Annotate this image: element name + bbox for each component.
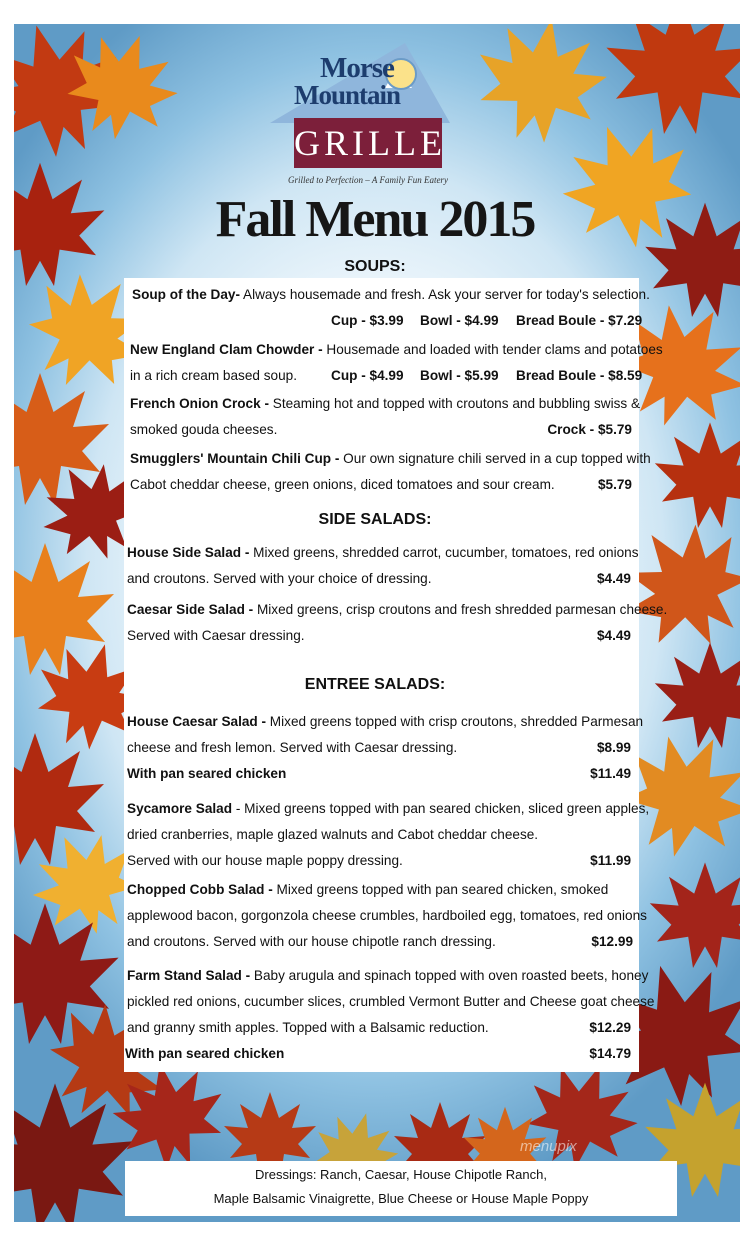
house-side-salad-price: $4.49 — [596, 571, 631, 586]
item-name: Chopped Cobb Salad - — [127, 882, 273, 897]
item-description: Mixed greens, crisp croutons and fresh shredded parmesan cheese. — [253, 602, 668, 617]
sycamore-desc-2: dried cranberries, maple glazed walnuts and Cabot cheddar cheese. — [127, 827, 539, 842]
chili-cup-desc-2: Cabot cheddar cheese, green onions, diced tomatoes and sour cream. — [130, 477, 555, 492]
french-onion-desc-2: smoked gouda cheeses. — [130, 422, 278, 437]
french-onion-price: Crock - $5.79 — [547, 422, 632, 437]
item-name: Caesar Side Salad - — [127, 602, 254, 617]
clam-chowder-cup-price: Cup - $4.99 — [331, 368, 404, 383]
farm-stand-price: $12.29 — [589, 1020, 631, 1035]
chopped-cobb-salad — [127, 881, 608, 899]
dressings-line-1: Dressings: Ranch, Caesar, House Chipotle Ranch, — [255, 1167, 547, 1182]
house-caesar-salad — [127, 713, 643, 731]
item-description: Our own signature chili served in a cup topped with — [339, 451, 651, 466]
item-name: Farm Stand Salad - — [127, 968, 251, 983]
cobb-desc-2: applewood bacon, gorgonzola cheese crumbles, hardboiled egg, tomatoes, red onions — [127, 908, 647, 923]
soup-of-day-bowl-price: Bowl - $4.99 — [420, 313, 499, 328]
sycamore-salad — [127, 800, 649, 818]
item-name: French Onion Crock - — [130, 396, 269, 411]
dressings-line-2: Maple Balsamic Vinaigrette, Blue Cheese or House Maple Poppy — [213, 1191, 589, 1206]
clam-chowder-desc-2: in a rich cream based soup. — [130, 368, 297, 383]
item-name: Smugglers' Mountain Chili Cup - — [130, 451, 340, 466]
soup-of-day — [132, 286, 650, 304]
soup-of-day-cup-price: Cup - $3.99 — [331, 313, 404, 328]
item-name: New England Clam Chowder - — [130, 342, 323, 357]
clam-chowder — [130, 341, 663, 359]
caesar-side-salad — [127, 601, 667, 619]
cobb-desc-3: and croutons. Served with our house chipotle ranch dressing. — [127, 934, 496, 949]
entree-salads-heading: ENTREE SALADS: — [304, 676, 446, 693]
chili-cup — [130, 450, 651, 468]
item-name: House Side Salad - — [127, 545, 250, 560]
house-side-salad-desc-2: and croutons. Served with your choice of dressing. — [127, 571, 432, 586]
soups-heading: SOUPS: — [344, 258, 406, 275]
soup-of-day-boule-price: Bread Boule - $7.29 — [516, 313, 643, 328]
logo-tagline: Grilled to Perfection – A Family Fun Eatery — [288, 175, 448, 185]
watermark: menupix — [520, 1138, 577, 1155]
side-salads-heading: SIDE SALADS: — [318, 511, 432, 528]
item-description: Mixed greens topped with crisp croutons, shredded Parmesan — [266, 714, 644, 729]
page-title: Fall Menu 2015 — [215, 191, 535, 248]
sycamore-price: $11.99 — [590, 853, 631, 868]
farm-stand-desc-3: and granny smith apples. Topped with a Balsamic reduction. — [127, 1020, 489, 1035]
item-description: Housemade and loaded with tender clams and potatoes — [322, 342, 663, 357]
farm-stand-addon: With pan seared chicken — [125, 1046, 285, 1061]
top-margin — [0, 0, 750, 24]
restaurant-logo — [270, 38, 450, 193]
chili-cup-price: $5.79 — [597, 477, 632, 492]
logo-name: GRILLE — [294, 118, 442, 168]
item-description: Steaming hot and topped with croutons and bubbling swiss & — [268, 396, 641, 411]
dressings-box — [125, 1161, 677, 1216]
bottom-margin — [0, 1222, 750, 1235]
logo-line-1: Morse — [320, 52, 394, 84]
house-caesar-desc-2: cheese and fresh lemon. Served with Caesar dressing. — [127, 740, 458, 755]
farm-stand-addon-price: $14.79 — [589, 1046, 631, 1061]
item-description: Always housemade and fresh. Ask your server for today's selection. — [240, 287, 650, 302]
house-caesar-addon: With pan seared chicken — [127, 766, 287, 781]
logo-line-2: Mountain — [294, 80, 401, 110]
item-description: Mixed greens topped with pan seared chicken, smoked — [272, 882, 609, 897]
farm-stand-desc-2: pickled red onions, cucumber slices, crumbled Vermont Butter and Cheese goat cheese — [127, 994, 655, 1009]
left-margin — [0, 0, 14, 1235]
house-side-salad — [127, 544, 639, 562]
farm-stand-salad — [127, 967, 648, 985]
item-description: Mixed greens, shredded carrot, cucumber, tomatoes, red onions — [249, 545, 639, 560]
item-description: Baby arugula and spinach topped with oven roasted beets, honey — [250, 968, 649, 983]
house-caesar-addon-price: $11.49 — [590, 766, 631, 781]
clam-chowder-bowl-price: Bowl - $5.99 — [420, 368, 499, 383]
right-margin — [740, 0, 750, 1235]
item-name: Soup of the Day- — [132, 287, 240, 302]
french-onion-crock — [130, 395, 640, 413]
sycamore-desc-3: Served with our house maple poppy dressing. — [127, 853, 403, 868]
cobb-price: $12.99 — [591, 934, 633, 949]
clam-chowder-boule-price: Bread Boule - $8.59 — [516, 368, 643, 383]
item-name: Sycamore Salad — [127, 801, 233, 816]
item-name: House Caesar Salad - — [127, 714, 267, 729]
house-caesar-price: $8.99 — [596, 740, 631, 755]
caesar-side-salad-desc-2: Served with Caesar dressing. — [127, 628, 305, 643]
caesar-side-salad-price: $4.49 — [596, 628, 631, 643]
item-description: - Mixed greens topped with pan seared chicken, sliced green apples, — [232, 801, 650, 816]
